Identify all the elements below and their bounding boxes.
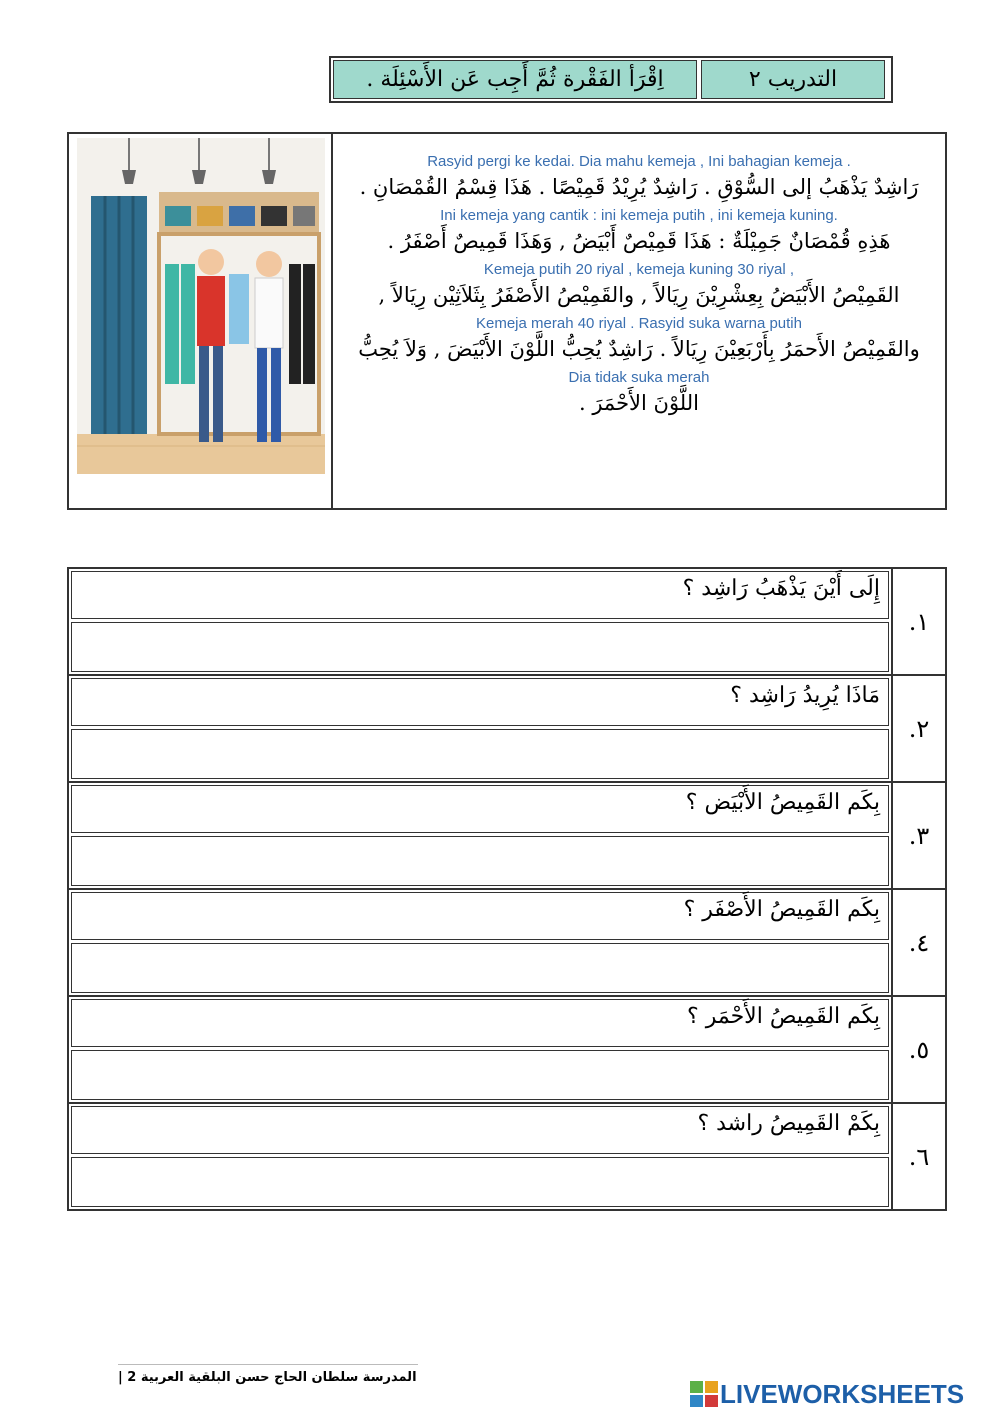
- question-number: ٢.: [891, 676, 945, 781]
- footer-page: 2 |: [118, 1370, 137, 1385]
- malay-line-4: Kemeja merah 40 riyal . Rasyid suka warna putih: [476, 315, 802, 332]
- question-number: ١.: [891, 569, 945, 674]
- reading-box: [67, 132, 947, 510]
- answer-field[interactable]: [71, 1050, 889, 1100]
- exercise-title: التدريب ٢: [701, 60, 885, 99]
- question-text: إِلَى أَيْنَ يَذْهَبُ رَاشِد ؟: [71, 571, 889, 619]
- live-badge-icon: [690, 1381, 720, 1407]
- question-number: ٤.: [891, 890, 945, 995]
- questions-table: [67, 567, 947, 1211]
- question-text: بِكَمْ القَمِيصُ راشد ؟: [71, 1106, 889, 1154]
- malay-line-3: Kemeja putih 20 riyal , kemeja kuning 30 riyal ,: [483, 261, 795, 278]
- question-row: [69, 676, 945, 783]
- question-row: [69, 890, 945, 997]
- arabic-line-4: والقَمِيْصُ الأَحمَرُ بِأَرْبَعِيْنَ رِيَالاً . رَاشِدٌ يُحِبُّ اللَّوْنَ الأَبْيَضَ , وَلاَ يُحِبُّ: [358, 337, 920, 361]
- question-number: ٦.: [891, 1104, 945, 1209]
- arabic-line-2: هَذِهِ قُمْصَانٌ جَمِيْلَةٌ : هَذَا قَمِيْصٌ أَبْيَضُ , وَهَذَا قَمِيصٌ أَصْفَرُ .: [387, 229, 891, 253]
- malay-line-2: Ini kemeja yang cantik : ini kemeja putih , ini kemeja kuning.: [440, 207, 838, 224]
- question-text: مَاذَا يُرِيدُ رَاشِد ؟: [71, 678, 889, 726]
- malay-line-5: Dia tidak suka merah: [568, 369, 710, 386]
- question-row: [69, 997, 945, 1104]
- reading-passage: [333, 134, 945, 508]
- footer-divider: [118, 1364, 418, 1365]
- brand-name: LIVEWORKSHEETS: [720, 1378, 965, 1409]
- question-number: ٣.: [891, 783, 945, 888]
- question-row: [69, 783, 945, 890]
- exercise-header: [329, 56, 893, 103]
- question-text: بِكَم القَمِيصُ الأَصْفَر ؟: [71, 892, 889, 940]
- instruction: اِقْرَأ الفَقْرة ثُمَّ أَجِب عَن الأَسْئِلَة .: [333, 60, 697, 99]
- liveworksheets-logo: [690, 1380, 995, 1408]
- answer-field[interactable]: [71, 1157, 889, 1207]
- clothing-shop-illustration: [69, 134, 333, 508]
- arabic-line-3: القَمِيْصُ الأَبْيَضُ بِعِشْرِيْنَ رِيَالاً , والقَمِيْصُ الأَصْفَرُ بِثَلاَثِيْن رِيَالاً ,: [378, 283, 900, 307]
- shop-icon: [69, 134, 329, 506]
- malay-line-1: Rasyid pergi ke kedai. Dia mahu kemeja , Ini bahagian kemeja .: [427, 153, 851, 170]
- answer-field[interactable]: [71, 943, 889, 993]
- answer-field[interactable]: [71, 836, 889, 886]
- footer: [118, 1370, 417, 1385]
- footer-school: المدرسة سلطان الحاج حسن البلقية العربية: [140, 1370, 417, 1385]
- arabic-line-5: اللَّوْنَ الأَحْمَرَ .: [578, 391, 699, 415]
- question-text: بِكَم القَمِيصُ الأَبْيَض ؟: [71, 785, 889, 833]
- question-text: بِكَم القَمِيصُ الأَحْمَر ؟: [71, 999, 889, 1047]
- question-row: [69, 569, 945, 676]
- arabic-line-1: رَاشِدٌ يَذْهَبُ إلى السُّوْقِ . رَاشِدٌ يُرِيْدُ قَمِيْصًا . هَذَا قِسْمُ القُمْصَانِ .: [359, 175, 919, 199]
- answer-field[interactable]: [71, 729, 889, 779]
- question-number: ٥.: [891, 997, 945, 1102]
- question-row: [69, 1104, 945, 1209]
- answer-field[interactable]: [71, 622, 889, 672]
